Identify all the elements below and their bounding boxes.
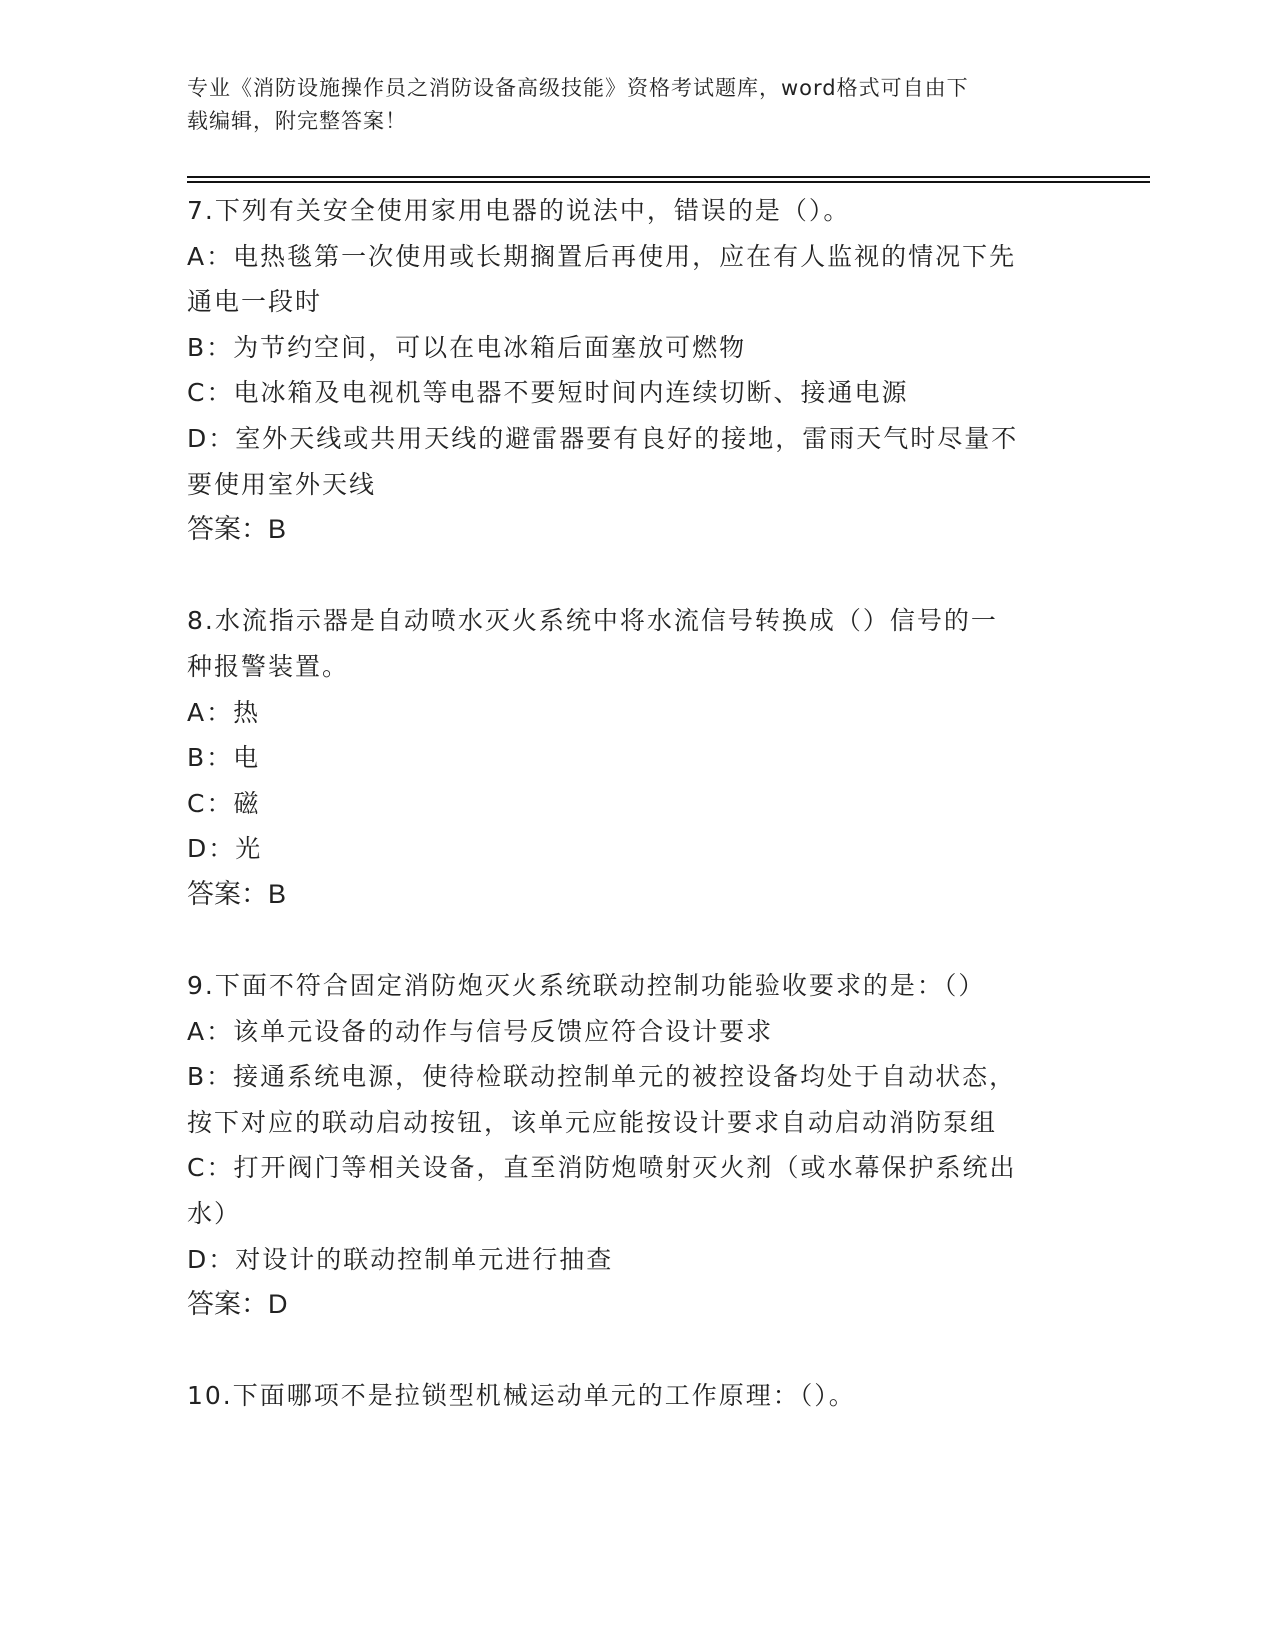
question-list [187,188,1087,1419]
question-10 [187,1373,1087,1419]
header-line-1: 专业《消防设施操作员之消防设备高级技能》资格考试题库，word格式可自由下 [187,76,969,100]
answer: 答案：D [187,1289,288,1320]
option-b: B：为节约空间，可以在电冰箱后面塞放可燃物 [187,332,747,362]
option-b: B：接通系统电源，使待检联动控制单元的被控设备均处于自动状态， [187,1062,1017,1092]
question-8 [187,598,1087,917]
option-a: A：该单元设备的动作与信号反馈应符合设计要求 [187,1016,774,1046]
option-a: A：热 [187,697,261,727]
header-line-2: 载编辑，附完整答案！ [187,109,407,133]
question-7 [187,188,1087,553]
question-9 [187,963,1087,1328]
question-spacer [187,1328,1087,1374]
question-stem: 7.下列有关安全使用家用电器的说法中，错误的是（）。 [187,196,851,225]
option-c: C：电冰箱及电视机等电器不要短时间内连续切断、接通电源 [187,378,909,408]
option-d: D：室外天线或共用天线的避雷器要有良好的接地，雷雨天气时尽量不 [187,423,1019,453]
option-a-continued: 通电一段时 [187,287,323,317]
question-stem: 9.下面不符合固定消防炮灭火系统联动控制功能验收要求的是：（） [187,971,986,1001]
answer: 答案：B [187,514,287,545]
question-spacer [187,918,1087,964]
option-d-continued: 要使用室外天线 [187,469,377,499]
question-stem: 10.下面哪项不是拉锁型机械运动单元的工作原理：（）。 [187,1381,856,1411]
question-stem: 8.水流指示器是自动喷水灭火系统中将水流信号转换成（）信号的一 [187,606,998,636]
question-spacer [187,553,1087,599]
header-divider-bottom [187,181,1150,183]
document-header [187,72,1067,138]
option-c: C：打开阀门等相关设备，直至消防炮喷射灭火剂（或水幕保护系统出 [187,1153,1017,1183]
option-b-continued: 按下对应的联动启动按钮，该单元应能按设计要求自动启动消防泵组 [187,1107,998,1137]
header-divider-top [187,176,1150,178]
option-d: D：光 [187,834,263,864]
answer: 答案：B [187,878,287,909]
option-b: B：电 [187,743,261,773]
option-d: D：对设计的联动控制单元进行抽查 [187,1244,614,1274]
option-c-continued: 水） [187,1199,242,1229]
question-stem-continued: 种报警装置。 [187,651,350,681]
option-a: A：电热毯第一次使用或长期搁置后再使用，应在有人监视的情况下先 [187,241,1017,271]
option-c: C：磁 [187,788,261,818]
